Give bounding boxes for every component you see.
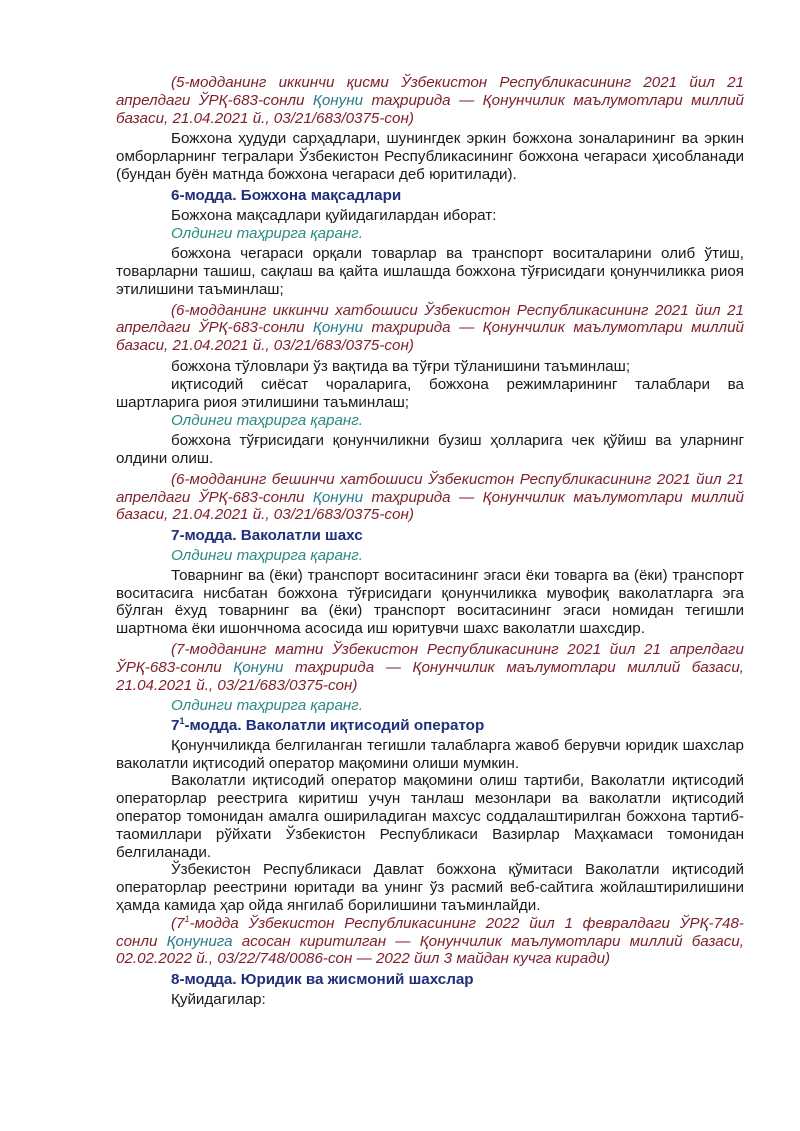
note-text: таҳририда — Қонунчилик маълумотлари миллий базаси, 21.04.2021 й., 03/21/683/0375-сон) <box>116 91 744 127</box>
amendment-note <box>116 915 744 968</box>
amendment-note <box>116 74 744 127</box>
note-superscript: 1 <box>184 913 190 924</box>
law-link[interactable]: Қонуни <box>312 488 364 506</box>
paragraph: Қуйидагилар: <box>171 991 266 1009</box>
law-link[interactable]: Қонуни <box>312 91 364 109</box>
paragraph: Ваколатли иқтисодий оператор мақомини олиш тартиби, Ваколатли иқтисодий операторлар реестрига киритиш учун танлаш мезонлари ва ваколатли иқтисодий оператор томонидан амалга ошириладиган махсус соддалаштирилган божхона тартиб-таомиллари рўйхати Ўзбекистон Республикаси Вазирлар Маҳкамаси томонидан белгиланади. <box>116 772 744 861</box>
paragraph: Божхона ҳудуди сарҳадлари, шунингдек эркин божхона зоналарининг ва эркин омборларнинг тегралари Ўзбекистон Республикасининг божхона чегараси ҳисобланади (бундан буён матнда божхона чегараси деб юритилади). <box>116 130 744 183</box>
heading-number: 7 <box>171 717 180 735</box>
paragraph: Ўзбекистон Республикаси Давлат божхона қўмитаси Ваколатли иқтисодий операторлар реестрини юритади ва унинг ўз расмий веб-сайтига жойлаштирилишини ҳамда камида ҳар ойда янгилаб борилишини таъминлайди. <box>116 861 744 915</box>
note-text: таҳририда — Қонунчилик маълумотлари миллий базаси, 21.04.2021 й., 03/21/683/0375-сон) <box>116 658 744 694</box>
law-link[interactable]: Қонуни <box>233 658 284 676</box>
note-text: -модда Ўзбекистон Республикасининг 2022 йил 1 февралдаги ЎРҚ-748-сонли <box>116 914 744 950</box>
note-text: таҳририда — Қонунчилик маълумотлари миллий базаси, 21.04.2021 й., 03/21/683/0375-сон) <box>116 488 744 524</box>
amendment-note <box>116 641 744 694</box>
heading-superscript: 1 <box>179 716 185 727</box>
previous-edition-link[interactable]: Олдинги таҳрирга қаранг. <box>171 225 363 243</box>
note-text: асосан киритилган — Қонунчилик маълумотлари миллий базаси, 02.02.2022 й., 03/22/748/0086-сон — 2022 йил 3 майдан кучга киради) <box>116 932 744 968</box>
paragraph: Қонунчиликда белгиланган тегишли талабларга жавоб берувчи юридик шахслар ваколатли иқтисодий оператор мақомини олиши мумкин. <box>116 736 744 772</box>
article-heading <box>116 717 744 735</box>
note-text: (6-модданинг иккинчи хатбошиси Ўзбекистон Республикасининг 2021 йил 21 апрелдаги ЎРҚ-683-сонли <box>116 301 744 337</box>
article-heading: 6-модда. Божхона мақсадлари <box>171 186 402 204</box>
amendment-note <box>116 302 744 355</box>
note-text: таҳририда — Қонунчилик маълумотлари миллий базаси, 21.04.2021 й., 03/21/683/0375-сон) <box>116 319 744 355</box>
amendment-note <box>116 471 744 524</box>
document-page <box>116 74 744 1009</box>
note-text: (6-модданинг бешинчи хатбошиси Ўзбекистон Республикасининг 2021 йил 21 апрелдаги ЎРҚ-683-сонли <box>116 470 744 506</box>
paragraph: иқтисодий сиёсат чораларига, божхона режимларининг талаблари ва шартларига риоя этилишини таъминлаш; <box>116 375 744 411</box>
note-text: (7 <box>171 914 185 932</box>
heading-text: -модда. Ваколатли иқтисодий оператор <box>184 717 485 735</box>
paragraph: Божхона мақсадлари қуйидагилардан иборат: <box>171 206 497 224</box>
previous-edition-link[interactable]: Олдинги таҳрирга қаранг. <box>171 546 363 564</box>
law-link[interactable]: Қонунига <box>166 932 233 950</box>
paragraph: божхона тўғрисидаги қонунчиликни бузиш ҳолларига чек қўйиш ва уларнинг олдини олиш. <box>116 432 744 467</box>
law-link[interactable]: Қонуни <box>312 319 364 337</box>
article-heading: 8-модда. Юридик ва жисмоний шахслар <box>171 971 474 989</box>
note-text: (5-модданинг иккинчи қисми Ўзбекистон Республикасининг 2021 йил 21 апрелдаги ЎРҚ-683-сонли <box>116 74 744 109</box>
article-heading: 7-модда. Ваколатли шахс <box>171 527 363 545</box>
previous-edition-link[interactable]: Олдинги таҳрирга қаранг. <box>171 697 363 715</box>
paragraph: Товарнинг ва (ёки) транспорт воситасининг эгаси ёки товарга ва (ёки) транспорт воситасига нисбатан божхона тўғрисидаги қонунчиликка мувофиқ ваколатларга эга бўлган ёхуд товарнинг ва (ёки) транспорт воситасининг эгаси номидан тегишли шартнома ёки ишончнома асосида иш юритувчи шахс ваколатли шахсдир. <box>116 566 744 638</box>
paragraph: божхона чегараси орқали товарлар ва транспорт воситаларини олиб ўтиш, товарларни ташиш, сақлаш ва қайта ишлашда божхона тўғрисидаги қонунчиликка риоя этилишини таъминлаш; <box>116 245 744 298</box>
previous-edition-link[interactable]: Олдинги таҳрирга қаранг. <box>171 412 363 430</box>
paragraph: божхона тўловлари ўз вақтида ва тўғри тўланишини таъминлаш; <box>171 357 631 375</box>
note-text: (7-модданинг матни Ўзбекистон Республикасининг 2021 йил 21 апрелдаги ЎРҚ-683-сонли <box>116 640 744 676</box>
